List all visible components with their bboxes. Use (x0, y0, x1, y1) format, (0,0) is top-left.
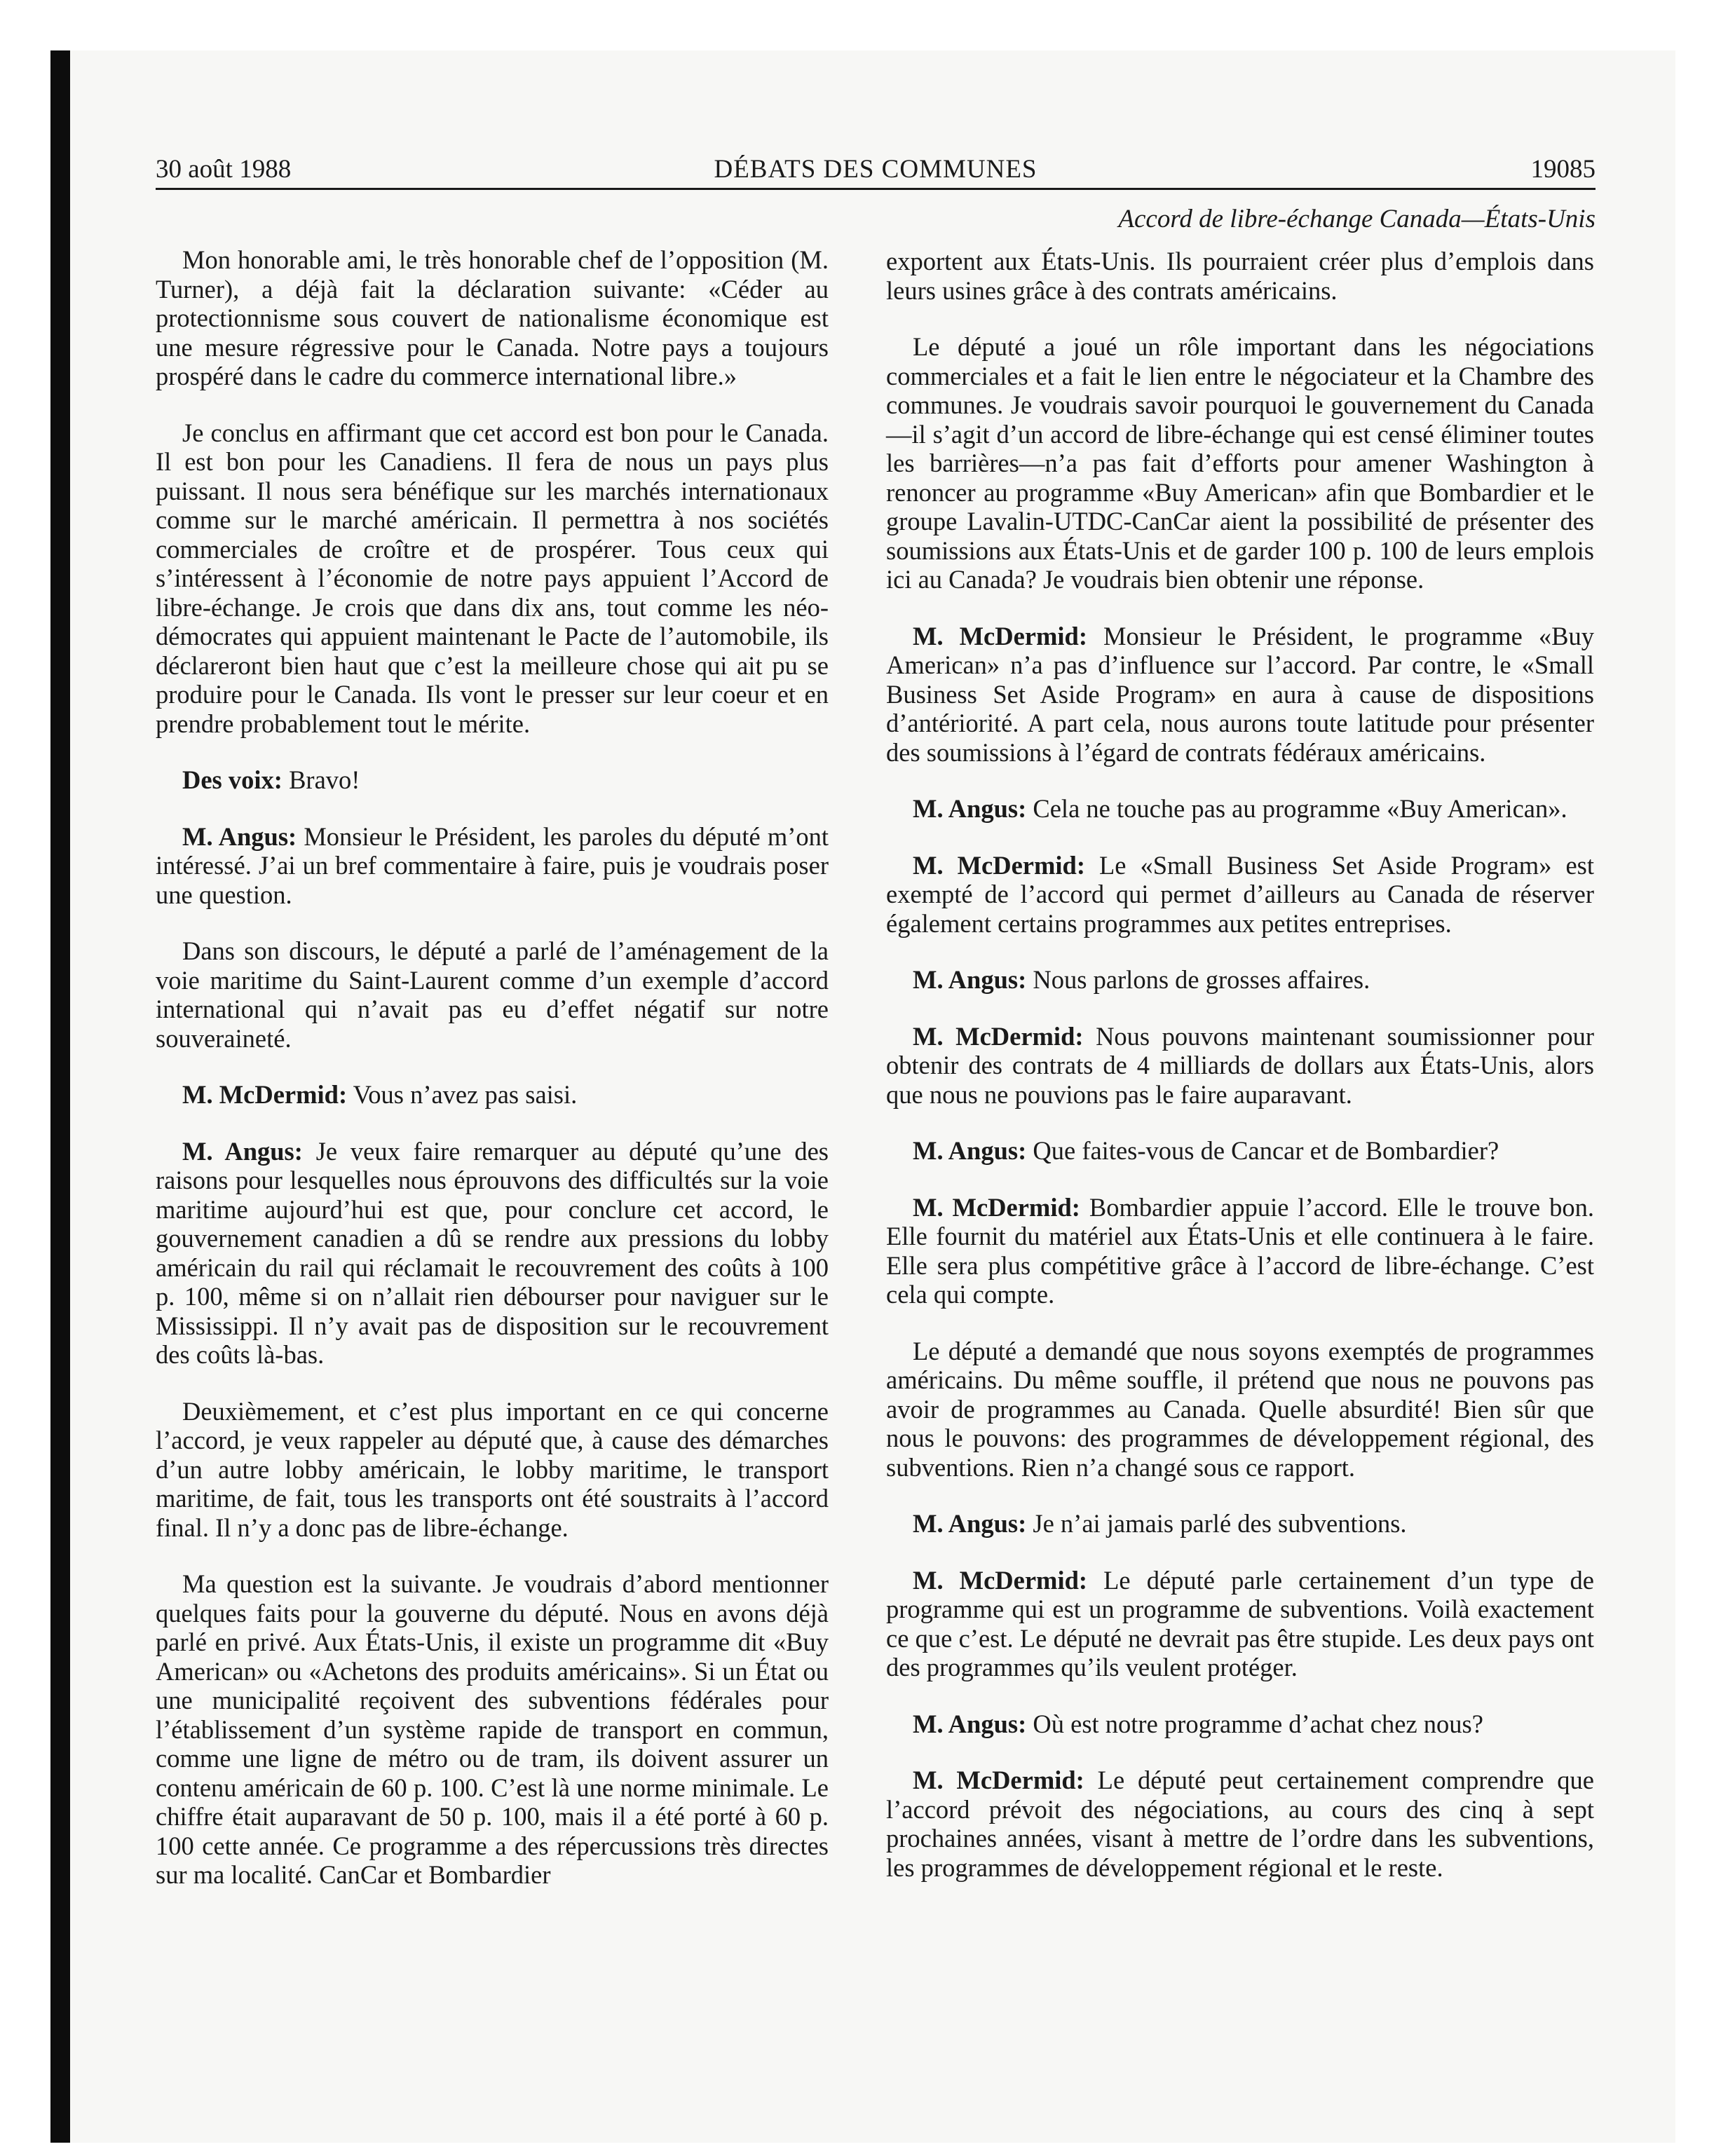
paragraph-text: Le «Small Business Set Aside Program» est exempté de l’accord qui permet d’ailleurs au Canada de réserver également certains programmes aux petites entreprises. (886, 850, 1594, 938)
paragraph-text: Je veux faire remarquer au député qu’une des raisons pour lesquelles nous éprouvons des difficultés sur la voie maritime aujourd’hui est que, pour conclure cet accord, le gouvernement canadien a dû se rendre aux pressions du lobby américain du rail qui réclamait le recouvrement des coûts à 100 p. 100, même si on n’allait rien débourser pour naviguer sur le Mississippi. Il n’y avait pas de disposition sur le recouvrement des coûts là-bas. (156, 1136, 829, 1369)
paragraph-text: Bravo! (289, 765, 360, 794)
paragraph-text: Le député parle certainement d’un type de programme qui est un programme de subventions. Voilà exactement ce que c’est. Le député ne devrait pas être stupide. Les deux pays ont des programmes qu’ils veulent protéger. (886, 1565, 1594, 1681)
paragraph (886, 247, 1594, 305)
paragraph-text: Dans son discours, le député a parlé de l’aménagement de la voie maritime du Saint-Laurent comme d’un exemple d’accord international qui n’avait pas eu d’effet négatif sur notre souveraineté. (156, 936, 829, 1053)
paragraph (886, 332, 1594, 594)
speaker-name: M. Angus: (913, 1136, 1027, 1165)
paragraph-text: Ma question est la suivante. Je voudrais d’abord mentionner quelques faits pour la gouverne du député. Nous en avons déjà parlé en privé. Aux États-Unis, il existe un programme dit «Buy American» ou «Achetons des produits américains». Si un État ou une municipalité reçoivent des subventions fédérales pour l’établissement d’un système rapide de transport en commun, comme une ligne de métro ou de tram, ils doivent assurer un contenu américain de 60 p. 100. C’est là une norme minimale. Le chiffre était auparavant de 50 p. 100, mais il a été porté à 60 p. 100 cette année. Ce programme a des répercussions très directes sur ma localité. CanCar et Bombardier (156, 1569, 829, 1889)
paragraph-text: Je conclus en affirmant que cet accord est bon pour le Canada. Il est bon pour les Canadiens. Il fera de nous un pays plus puissant. Il nous sera bénéfique sur les marchés internationaux comme sur le marché américain. Il permettra à nos sociétés commerciales de croître et de prospérer. Tous ceux qui s’intéressent à l’économie de notre pays appuient l’Accord de libre-échange. Je crois que dans dix ans, tout comme les néo-démocrates qui appuient maintenant le Pacte de l’automobile, ils déclareront bien haut que c’est la meilleure chose qui ait pu se produire pour le Canada. Ils vont le presser sur leur coeur et en prendre probablement tout le mérite. (156, 418, 829, 738)
running-head: Accord de libre-échange Canada—États-Unis (1118, 205, 1595, 233)
paragraph (886, 622, 1594, 767)
header-rule (156, 188, 1595, 190)
speaker-name: Des voix: (182, 765, 283, 794)
speaker-name: M. McDermid: (913, 1192, 1080, 1222)
paragraph-text: Nous pouvons maintenant soumissionner pour obtenir des contrats de 4 milliards de dollars aux États-Unis, alors que nous ne pouvions pas le faire auparavant. (886, 1021, 1594, 1109)
speaker-name: M. Angus: (913, 1509, 1027, 1538)
speaker-name: M. Angus: (182, 821, 297, 851)
speaker-name: M. Angus: (913, 965, 1027, 994)
paragraph (886, 1509, 1594, 1538)
paragraph-text: Le député peut certainement comprendre que l’accord prévoit des négociations, au cours des cinq à sept prochaines années, visant à mettre de l’ordre dans les subventions, les programmes de développement régional et le reste. (886, 1766, 1594, 1882)
paragraph-text: exportent aux États-Unis. Ils pourraient créer plus d’emplois dans leurs usines grâce à des contrats américains. (886, 247, 1594, 305)
paragraph (886, 1566, 1594, 1682)
paragraph-text: Le député a demandé que nous soyons exemptés de programmes américains. Du même souffle, il prétend que nous ne pouvons pas avoir de programmes au Canada. Quelle absurdité! Bien sûr que nous le pouvons: des programmes de développement régional, des subventions. Rien n’a changé sous ce rapport. (886, 1336, 1594, 1482)
paragraph (156, 822, 829, 910)
paragraph (886, 1710, 1594, 1739)
left-column (156, 245, 829, 1917)
header-date: 30 août 1988 (156, 155, 292, 184)
speaker-name: M. McDermid: (913, 1766, 1084, 1794)
paragraph (156, 765, 829, 795)
paragraph (156, 1569, 829, 1890)
paragraph-text: Que faites-vous de Cancar et de Bombardier? (1033, 1136, 1499, 1165)
paragraph (886, 965, 1594, 995)
speaker-name: M. McDermid: (913, 850, 1085, 880)
paragraph-text: Cela ne touche pas au programme «Buy American». (1033, 794, 1567, 823)
paragraph (156, 1137, 829, 1370)
paragraph (886, 1766, 1594, 1882)
paragraph-text: Vous n’avez pas saisi. (353, 1080, 578, 1109)
paragraph-text: Bombardier appuie l’accord. Elle le trouve bon. Elle fournit du matériel aux États-Unis et elle continuera à le faire. Elle sera plus compétitive grâce à l’accord de libre-échange. C’est cela qui compte. (886, 1192, 1594, 1309)
paragraph-text: Le député a joué un rôle important dans les négociations commerciales et a fait le lien entre le négociateur et la Chambre des communes. Je voudrais savoir pourquoi le gouvernement du Canada—il s’agit d’un accord de libre-échange qui est censé éliminer toutes les barrières—n’a pas fait d’efforts pour amener Washington à renoncer au programme «Buy American» afin que Bombardier et le groupe Lavalin-UTDC-CanCar aient la possibilité de présenter des soumissions aux États-Unis et de garder 100 p. 100 de leurs emplois ici au Canada? Je voudrais bien obtenir une réponse. (886, 332, 1594, 594)
speaker-name: M. McDermid: (913, 1021, 1084, 1051)
paragraph (156, 1397, 829, 1543)
paragraph-text: Monsieur le Président, les paroles du député m’ont intéressé. J’ai un bref commentaire à faire, puis je voudrais poser une question. (156, 821, 829, 909)
speaker-name: M. McDermid: (182, 1080, 348, 1109)
speaker-name: M. McDermid: (913, 1565, 1088, 1595)
paragraph (886, 1193, 1594, 1309)
speaker-name: M. Angus: (913, 1709, 1027, 1738)
header-page-number: 19085 (1530, 155, 1595, 184)
paragraph (886, 1136, 1594, 1166)
paragraph (156, 245, 829, 391)
speaker-name: M. Angus: (182, 1136, 303, 1166)
speaker-name: M. Angus: (913, 794, 1027, 823)
right-column (886, 247, 1594, 1909)
paragraph (886, 1022, 1594, 1110)
paragraph-text: Deuxièmement, et c’est plus important en ce qui concerne l’accord, je veux rappeler au député que, à cause des démarches d’un autre lobby américain, le lobby maritime, le transport maritime, de fait, tous les transports ont été soustraits à l’accord final. Il n’y a donc pas de libre-échange. (156, 1396, 829, 1542)
paragraph (156, 936, 829, 1053)
paragraph-text: Nous parlons de grosses affaires. (1033, 965, 1370, 994)
paragraph (886, 1337, 1594, 1482)
paragraph-text: Mon honorable ami, le très honorable chef de l’opposition (M. Turner), a déjà fait la déclaration suivante: «Céder au protectionnisme sous couvert de nationalisme économique est une mesure régressive pour le Canada. Notre pays a toujours prospéré dans le cadre du commerce international libre.» (156, 245, 829, 390)
paragraph (156, 1080, 829, 1110)
paragraph-text: Je n’ai jamais parlé des subventions. (1033, 1509, 1407, 1538)
paragraph-text: Monsieur le Président, le programme «Buy American» n’a pas d’influence sur l’accord. Par contre, le «Small Business Set Aside Program» en aura à cause de dispositions d’antériorité. A part cela, nous aurons toute latitude pour présenter des soumissions à l’égard de contrats fédéraux américains. (886, 621, 1594, 767)
paragraph (886, 794, 1594, 824)
scan-edge (50, 50, 70, 2143)
page-header (156, 153, 1595, 186)
paragraph-text: Où est notre programme d’achat chez nous? (1033, 1709, 1483, 1738)
paragraph (886, 851, 1594, 939)
paragraph (156, 418, 829, 739)
header-title: DÉBATS DES COMMUNES (714, 155, 1037, 184)
speaker-name: M. McDermid: (913, 621, 1087, 650)
